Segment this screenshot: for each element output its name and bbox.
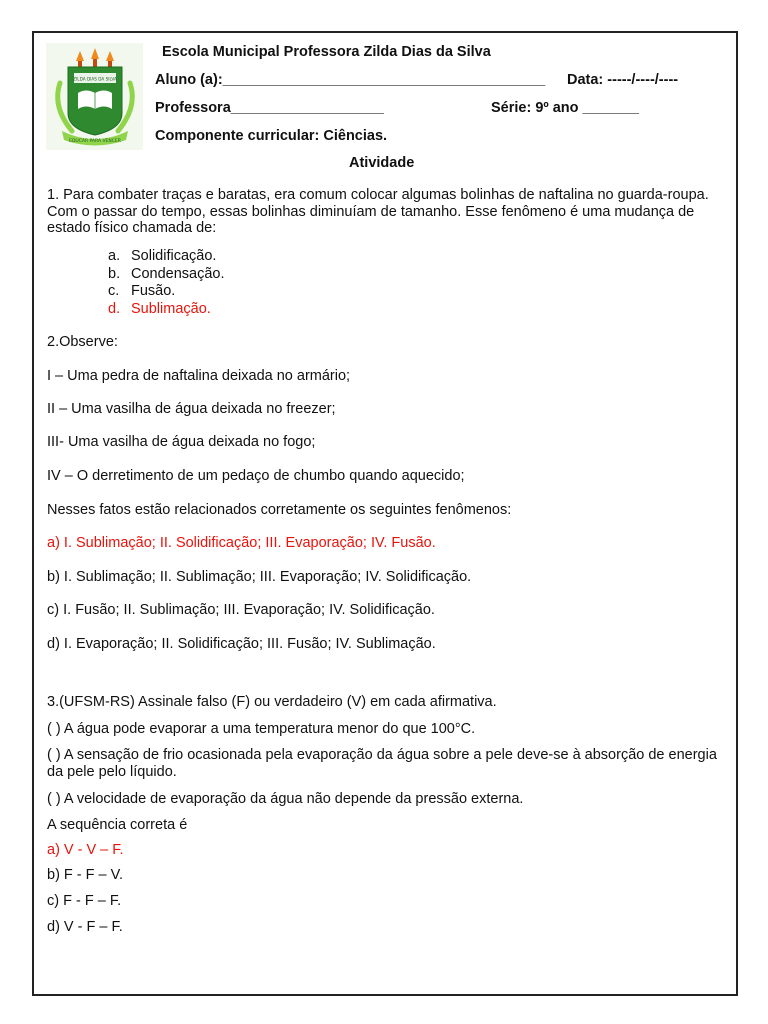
q2-item-2: II – Uma vasilha de água deixada no freezer; [47,401,336,417]
q3-statement-3: ( ) A velocidade de evaporação da água não depende da pressão externa. [47,791,524,807]
question-1-options [108,248,225,318]
q3-statement-2: ( ) A sensação de frio ocasionada pela evaporação da água sobre a pele deve-se à absorção de energia da pele pelo líquido. [47,747,717,780]
logo-top-text: ZILDA DIAS DA SILVA [73,76,117,82]
q3-option-c: c) F - F – F. [47,893,122,909]
q2-item-1: I – Uma pedra de naftalina deixada no armário; [47,368,351,384]
q3-option-d: d) V - F – F. [47,919,123,935]
question-3-prompt: A sequência correta é [47,817,188,833]
question-2-prompt: Nesses fatos estão relacionados corretamente os seguintes fenômenos: [47,502,512,518]
activity-title: Atividade [349,155,415,171]
student-name-field: Aluno (a):________________________________________ [155,72,546,88]
subject-label: Componente curricular: Ciências. [155,128,388,144]
q1-option-a: a. Solidificação. [108,248,217,264]
grade-field: Série: 9º ano _______ [491,100,639,116]
q3-option-b: b) F - F – V. [47,867,124,883]
q1-option-c: c. Fusão. [108,283,176,299]
logo-ribbon-text: EDUCAR PARA VENCER [69,139,121,144]
q2-option-c: c) I. Fusão; II. Sublimação; III. Evaporação; IV. Solidificação. [47,602,435,618]
q1-option-b: b. Condensação. [108,265,225,282]
school-logo [46,43,143,150]
teacher-field: Professora___________________ [155,100,384,116]
q3-option-a: a) V - V – F. [47,842,124,858]
question-3-intro: 3.(UFSM-RS) Assinale falso (F) ou verdadeiro (V) em cada afirmativa. [47,694,497,710]
date-field: Data: -----/----/---- [567,72,679,88]
q2-option-a: a) I. Sublimação; II. Solidificação; III. Evaporação; IV. Fusão. [47,535,436,551]
q2-item-4: IV – O derretimento de um pedaço de chumbo quando aquecido; [47,468,465,484]
school-name: Escola Municipal Professora Zilda Dias da Silva [162,44,491,60]
q3-statement-1: ( ) A água pode evaporar a uma temperatura menor do que 100°C. [47,721,476,737]
q2-item-3: III- Uma vasilha de água deixada no fogo; [47,434,316,450]
q1-option-d: d. Sublimação. [108,300,211,317]
question-1-text: 1. Para combater traças e baratas, era comum colocar algumas bolinhas de naftalina no guarda-roupa. Com o passar do tempo, essas bolinhas diminuíam de tamanho. Esse fenômeno é uma mudança de estado físico chamada de: [47,187,709,236]
q2-option-d: d) I. Evaporação; II. Solidificação; III. Fusão; IV. Sublimação. [47,636,436,652]
question-2-intro: 2.Observe: [47,334,118,350]
q2-option-b: b) I. Sublimação; II. Sublimação; III. Evaporação; IV. Solidificação. [47,569,472,585]
